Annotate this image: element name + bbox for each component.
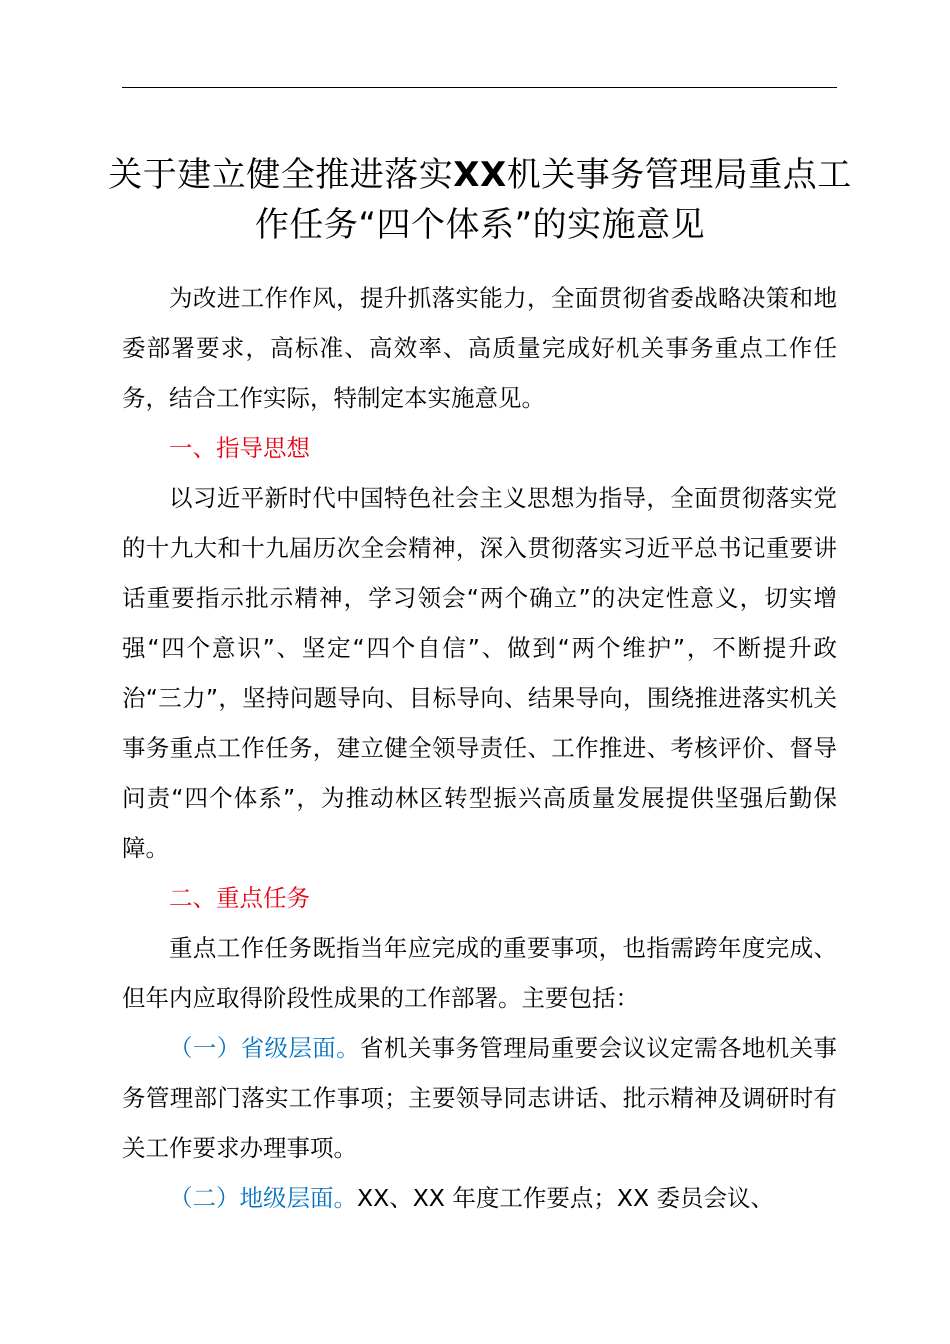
item-prefecture-level xyxy=(122,1173,837,1223)
item-prefecture-text: XX、XX 年度工作要点；XX 委员会议、 xyxy=(357,1184,775,1212)
intro-paragraph: 为改进工作作风，提升抓落实能力，全面贯彻省委战略决策和地委部署要求，高标准、高效率、高质量完成好机关事务重点工作任务，结合工作实际，特制定本实施意见。 xyxy=(122,284,837,412)
section-heading-key-tasks: 二、重点任务 xyxy=(169,884,310,912)
title-part-2: 机关事务管理局重点工作任务“四个体系”的实施意见 xyxy=(254,155,852,245)
title-part-1: 关于建立健全推进落实 xyxy=(108,155,454,195)
key-tasks-paragraph: 重点工作任务既指当年应完成的重要事项，也指需跨年度完成、但年内应取得阶段性成果的工作部署。主要包括： xyxy=(122,934,837,1012)
item-prefecture-lead: （二）地级层面。 xyxy=(169,1184,357,1212)
header-rule xyxy=(122,87,837,88)
item-provincial-level xyxy=(122,1023,837,1173)
document-title xyxy=(100,150,860,250)
item-provincial-text: 省机关事务管理局重要会议议定需各地机关事务管理部门落实工作事项；主要领导同志讲话、批示精神及调研时有关工作要求办理事项。 xyxy=(122,1034,838,1162)
item-provincial-lead: （一）省级层面。 xyxy=(169,1034,360,1062)
section-heading-guiding-thought: 一、指导思想 xyxy=(169,434,310,462)
guiding-thought-paragraph: 以习近平新时代中国特色社会主义思想为指导，全面贯彻落实党的十九大和十九届历次全会精神，深入贯彻落实习近平总书记重要讲话重要指示批示精神，学习领会“两个确立”的决定性意义，切实增强“四个意识”、坚定“四个自信”、做到“两个维护”，不断提升政治“三力”，坚持问题导向、目标导向、结果导向，围绕推进落实机关事务重点工作任务，建立健全领导责任、工作推进、考核评价、督导问责“四个体系”，为推动林区转型振兴高质量发展提供坚强后勤保障。 xyxy=(122,484,837,862)
document-body xyxy=(122,273,837,1223)
title-xx: XX xyxy=(453,155,507,195)
